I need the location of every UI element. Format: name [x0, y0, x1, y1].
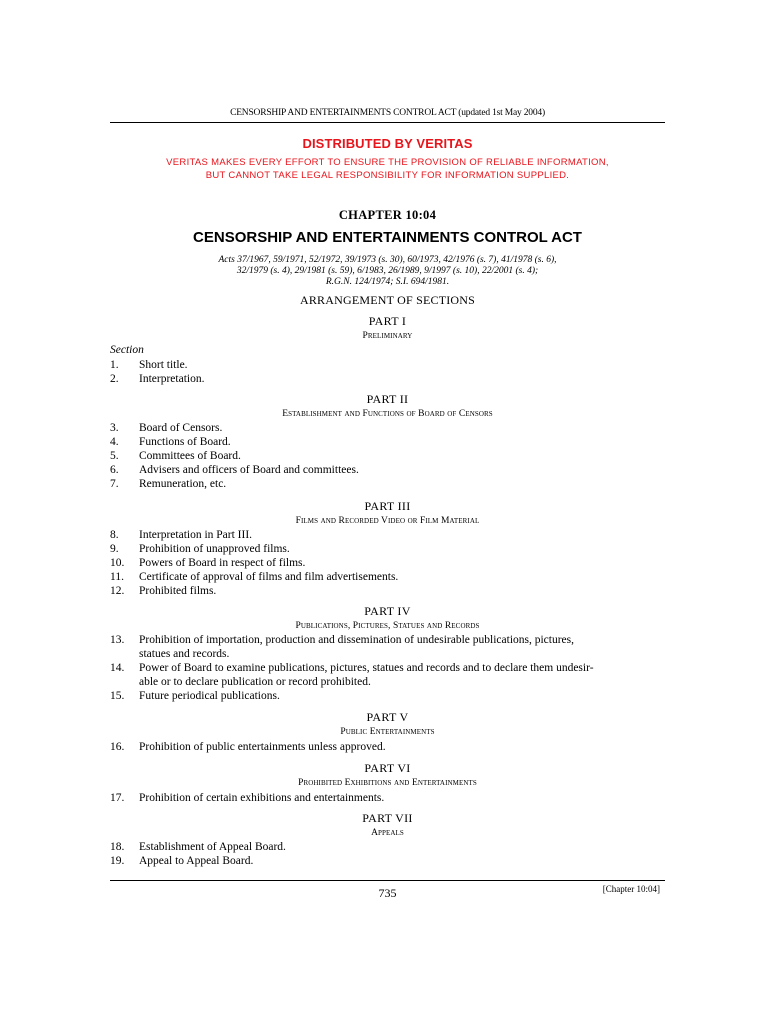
running-head: CENSORSHIP AND ENTERTAINMENTS CONTROL ACT (updated 1st May 2004) — [230, 108, 545, 118]
section-number: 4. — [110, 436, 119, 448]
act-title: CENSORSHIP AND ENTERTAINMENTS CONTROL ACT — [193, 229, 582, 246]
part-subtitle: Publications, Pictures, Statues and Records — [295, 621, 480, 631]
section-number: 8. — [110, 529, 119, 541]
section-number: 15. — [110, 690, 125, 702]
part-subtitle: Preliminary — [362, 331, 413, 341]
section-number: 6. — [110, 464, 119, 476]
section-title: Interpretation in Part III. — [139, 529, 253, 541]
section-number: 2. — [110, 373, 119, 385]
section-number: 9. — [110, 543, 119, 555]
section-number: 12. — [110, 585, 125, 597]
section-title-continuation: statues and records. — [139, 648, 230, 660]
section-title: Board of Censors. — [139, 422, 223, 434]
section-title: Remuneration, etc. — [139, 478, 227, 490]
part-heading: PART I — [368, 314, 407, 328]
part-heading: PART II — [366, 392, 409, 406]
section-title: Appeal to Appeal Board. — [139, 855, 254, 867]
part-subtitle: Films and Recorded Video or Film Material — [295, 516, 480, 526]
part-subtitle: Public Entertainments — [340, 727, 435, 737]
part-heading: PART VII — [362, 811, 413, 825]
veritas-disclaimer-line-2: BUT CANNOT TAKE LEGAL RESPONSIBILITY FOR INFORMATION SUPPLIED. — [205, 170, 570, 181]
section-number: 17. — [110, 792, 125, 804]
section-number: 19. — [110, 855, 125, 867]
section-number: 16. — [110, 741, 125, 753]
section-number: 14. — [110, 662, 125, 674]
acts-citation-line: 32/1979 (s. 4), 29/1981 (s. 59), 6/1983, 26/1989, 9/1997 (s. 10), 22/2001 (s. 4); — [236, 266, 539, 276]
section-title: Establishment of Appeal Board. — [139, 841, 286, 853]
arrangement-heading: ARRANGEMENT OF SECTIONS — [299, 293, 476, 307]
page-number: 735 — [378, 886, 397, 900]
section-title: Committees of Board. — [139, 450, 241, 462]
section-number: 11. — [110, 571, 124, 583]
section-number: 3. — [110, 422, 119, 434]
chapter-reference: [Chapter 10:04] — [602, 884, 660, 894]
section-title: Interpretation. — [139, 373, 205, 385]
part-subtitle: Establishment and Functions of Board of Censors — [282, 409, 493, 419]
section-title: Prohibition of unapproved films. — [139, 543, 290, 555]
section-title: Prohibition of importation, production and dissemination of undesirable publications, pictures, — [139, 634, 575, 646]
part-subtitle: Appeals — [371, 828, 404, 838]
part-heading: PART IV — [364, 604, 411, 618]
section-number: 1. — [110, 359, 119, 371]
section-title: Prohibited films. — [139, 585, 217, 597]
section-title: Prohibition of certain exhibitions and entertainments. — [139, 792, 385, 804]
acts-citation-line: R.G.N. 124/1974; S.I. 694/1981. — [325, 277, 450, 287]
section-title: Certificate of approval of films and film advertisements. — [139, 571, 399, 583]
section-column-label: Section — [110, 344, 144, 356]
section-title-continuation: able or to declare publication or record prohibited. — [139, 676, 371, 688]
section-number: 18. — [110, 841, 125, 853]
part-heading: PART III — [364, 499, 411, 513]
section-number: 13. — [110, 634, 125, 646]
part-heading: PART VI — [364, 761, 411, 775]
part-heading: PART V — [366, 710, 409, 724]
section-title: Power of Board to examine publications, pictures, statues and records and to declare them undesir- — [139, 662, 594, 674]
veritas-disclaimer-line-1: VERITAS MAKES EVERY EFFORT TO ENSURE THE PROVISION OF RELIABLE INFORMATION, — [166, 157, 609, 168]
veritas-title: DISTRIBUTED BY VERITAS — [302, 136, 473, 151]
section-number: 10. — [110, 557, 125, 569]
part-subtitle: Prohibited Exhibitions and Entertainments — [298, 778, 477, 788]
header-rule — [110, 122, 665, 123]
chapter-number: CHAPTER 10:04 — [338, 208, 437, 222]
acts-citation-line: Acts 37/1967, 59/1971, 52/1972, 39/1973 (s. 30), 60/1973, 42/1976 (s. 7), 41/1978 (s. 6), — [218, 255, 557, 265]
section-title: Short title. — [139, 359, 188, 371]
section-number: 5. — [110, 450, 119, 462]
footer-rule — [110, 880, 665, 881]
section-title: Powers of Board in respect of films. — [139, 557, 306, 569]
section-number: 7. — [110, 478, 119, 490]
section-title: Advisers and officers of Board and committees. — [139, 464, 359, 476]
section-title: Future periodical publications. — [139, 690, 280, 702]
section-title: Prohibition of public entertainments unless approved. — [139, 741, 386, 753]
section-title: Functions of Board. — [139, 436, 231, 448]
